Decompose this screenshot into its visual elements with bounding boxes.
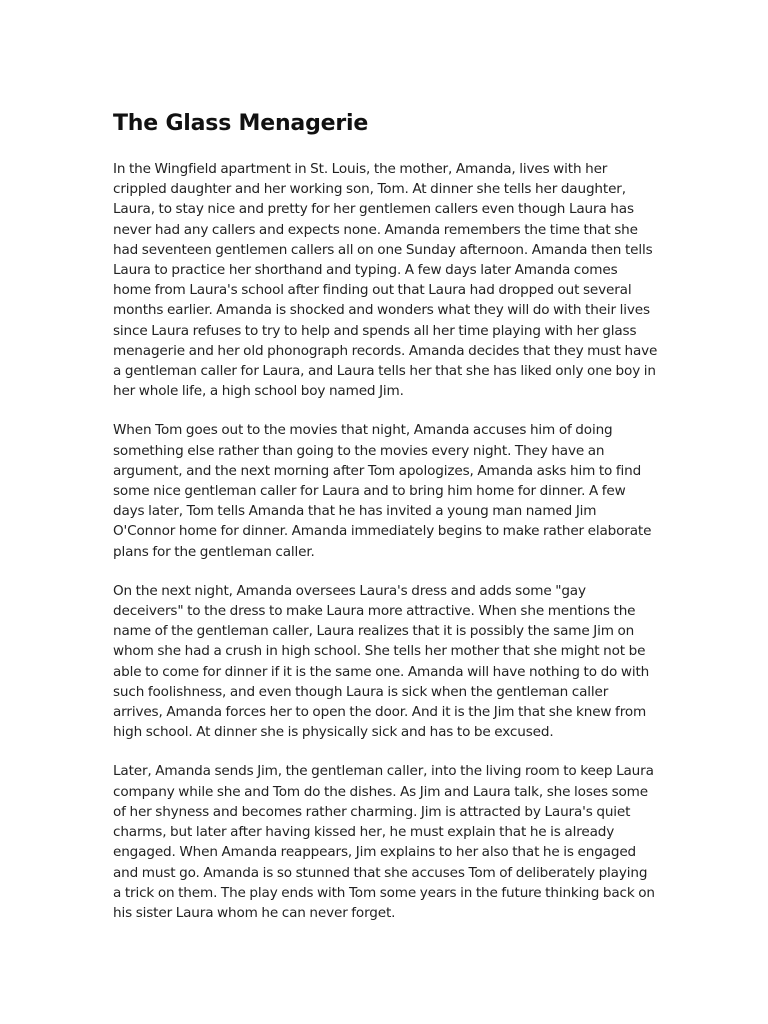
paragraph-3: On the next night, Amanda oversees Laura's dress and adds some "gay deceivers" to the dress to make Laura more attractive. When she mentions the name of the gentleman caller, Laura realizes that it is possibly the same Jim on whom she had a crush in high school. She tells her mother that she might not be able to come for dinner if it is the same one. Amanda will have nothing to do with such foolishness, and even though Laura is sick when the gentleman caller arrives, Amanda forces her to open the door. And it is the Jim that she knew from high school. At dinner she is physically sick and has to be excused. — [113, 582, 650, 741]
document-title: The Glass Menagerie — [113, 111, 369, 136]
paragraph-2: When Tom goes out to the movies that night, Amanda accuses him of doing something else rather than going to the movies every night. They have an argument, and the next morning after Tom apologizes, Amanda asks him to find some nice gentleman caller for Laura and to bring him home for dinner. A few days later, Tom tells Amanda that he has invited a young man named Jim O'Connor home for dinner. Amanda immediately begins to make rather elaborate plans for the gentleman caller. — [113, 422, 652, 560]
paragraph-1: In the Wingfield apartment in St. Louis, the mother, Amanda, lives with her crippled daughter and her working son, Tom. At dinner she tells her daughter, Laura, to stay nice and pretty for her gentlemen callers even though Laura has never had any callers and expects none. Amanda remembers the time that she had seventeen gentlemen callers all on one Sunday afternoon. Amanda then tells Laura to practice her shorthand and typing. A few days later Amanda comes home from Laura's school after finding out that Laura had dropped out several months earlier. Amanda is shocked and wonders what they will do with their lives since Laura refuses to try to help and spends all her time playing with her glass menagerie and her old phonograph records. Amanda decides that they must have a gentleman caller for Laura, and Laura tells her that she has liked only one boy in her whole life, a high school boy named Jim. — [113, 161, 658, 400]
paragraph-4: Later, Amanda sends Jim, the gentleman caller, into the living room to keep Laura company while she and Tom do the dishes. As Jim and Laura talk, she loses some of her shyness and becomes rather charming. Jim is attracted by Laura's quiet charms, but later after having kissed her, he must explain that he is already engaged. When Amanda reappears, Jim explains to her also that he is engaged and must go. Amanda is so stunned that she accuses Tom of deliberately playing a trick on them. The play ends with Tom some years in the future thinking back on his sister Laura whom he can never forget. — [113, 763, 655, 921]
document-page — [113, 108, 658, 942]
